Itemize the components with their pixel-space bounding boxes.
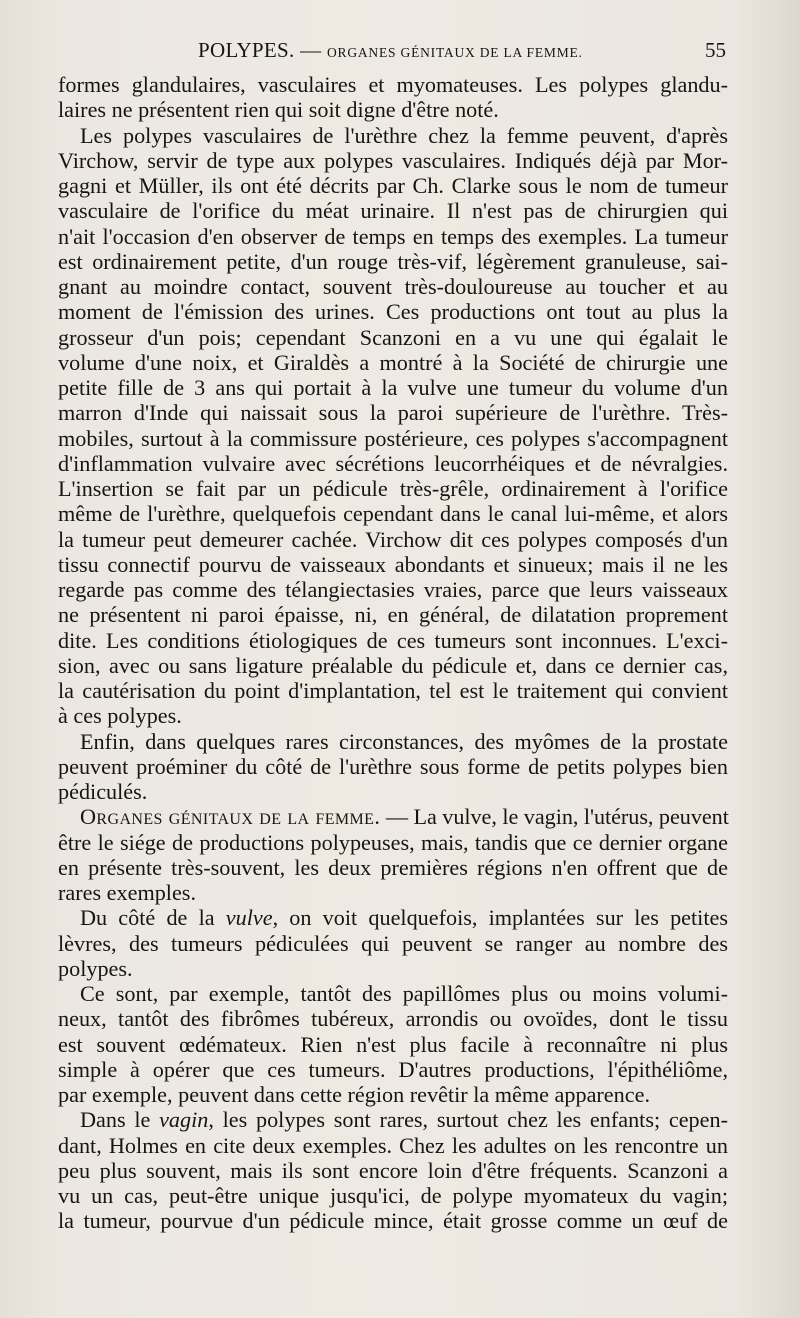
text-line: gagni et Müller, ils ont été décrits par Ch. Clarke sous le nom de tumeur: [58, 173, 728, 198]
text-fragment: — La vulve, le vagin, l'utérus, peuvent: [385, 804, 729, 830]
paragraph: [58, 905, 728, 981]
text-line: grosseur d'un pois; cependant Scanzoni en a vu une qui égalait le: [58, 324, 728, 350]
body-text: [58, 72, 728, 1234]
text-line: vu un cas, peut-être unique jusqu'ici, de polype myomateux du vagin;: [58, 1183, 728, 1208]
text-line: la tumeur peut demeurer cachée. Virchow dit ces polypes composés d'un: [58, 526, 728, 552]
running-header: [58, 36, 726, 66]
emphasis: vagin: [159, 1107, 209, 1133]
text-line: dant, Holmes en cite deux exemples. Chez les adultes on les rencontre un: [58, 1132, 728, 1158]
running-head: [198, 38, 583, 63]
text-line: mobiles, surtout à la commissure postérieure, ces polypes s'accompagnent: [58, 425, 728, 451]
paragraph: [58, 729, 728, 805]
text-line: polypes.: [58, 955, 133, 981]
text-line: tissu connectif pourvu de vaisseaux abondants et sinueux; mais il ne les: [58, 551, 728, 577]
text-line: Enfin, dans quelques rares circonstances, des myômes de la prostate: [80, 728, 728, 754]
paragraph: [58, 981, 728, 1107]
paragraph: [58, 1107, 728, 1233]
text-line: être le siége de productions polypeuses, mais, tandis que ce dernier organe: [58, 829, 728, 855]
text-line: gnant au moindre contact, souvent très-douloureuse au toucher et au: [58, 274, 728, 299]
text-line: Les polypes vasculaires de l'urèthre chez la femme peuvent, d'après: [80, 122, 728, 148]
paragraph: [58, 123, 728, 729]
running-head-small: ORGANES GÉNITAUX DE LA FEMME.: [326, 45, 583, 60]
text-line: laires ne présentent rien qui soit digne d'être noté.: [58, 97, 499, 123]
text-line: petite fille de 3 ans qui portait à la vulve une tumeur du volume d'un: [58, 375, 728, 400]
text-line: Dans le vagin, les polypes sont rares, surtout chez les enfants; cepen-: [80, 1107, 728, 1133]
text-line: regarde pas comme des télangiectasies vraies, parce que leurs vaisseaux: [58, 577, 728, 602]
text-line: marron d'Inde qui naissait sous la paroi supérieure de l'urèthre. Très-: [58, 400, 728, 426]
emphasis: vulve: [225, 905, 273, 931]
text-line: est ordinairement petite, d'un rouge très-vif, légèrement granuleuse, sai-: [58, 248, 728, 274]
text-line: sion, avec ou sans ligature préalable du pédicule et, dans ce dernier cas,: [58, 652, 728, 678]
text-line: Du côté de la vulve, on voit quelquefois, implantées sur les petites: [80, 905, 728, 931]
paragraph: [58, 72, 728, 123]
text-line: pédiculés.: [58, 779, 148, 804]
text-line: simple à opérer que ces tumeurs. D'autres productions, l'épithéliôme,: [58, 1056, 728, 1082]
text-line: rares exemples.: [58, 880, 196, 905]
text-line: formes glandulaires, vasculaires et myomateuses. Les polypes glandu-: [58, 72, 728, 97]
text-line: moment de l'émission des urines. Ces productions ont tout au plus la: [58, 299, 728, 325]
text-line: peu plus souvent, mais ils sont encore loin d'être fréquents. Scanzoni a: [58, 1157, 728, 1183]
text-line: [58, 804, 728, 829]
text-line: est souvent œdémateux. Rien n'est plus facile à reconnaître ni plus: [58, 1031, 728, 1057]
running-head-main: POLYPES. —: [198, 38, 322, 62]
text-line: volume d'une noix, et Giraldès a montré à la Société de chirurgie une: [58, 349, 728, 375]
text-line: L'insertion se fait par un pédicule très-grêle, ordinairement à l'orifice: [58, 476, 728, 501]
paragraph: [58, 804, 728, 905]
text-line: même de l'urèthre, quelquefois cependant dans le canal lui-même, et alors: [58, 501, 728, 527]
text-line: d'inflammation vulvaire avec sécrétions leucorrhéiques et de névralgies.: [58, 450, 728, 476]
text-line: ne présentent ni paroi épaisse, ni, en général, de dilatation proprement: [58, 602, 728, 628]
text-line: à ces polypes.: [58, 703, 182, 729]
text-line: Ce sont, par exemple, tantôt des papillômes plus ou moins volumi-: [80, 981, 728, 1006]
text-line: n'ait l'occasion d'en observer de temps en temps des exemples. La tumeur: [58, 223, 728, 249]
text-line: neux, tantôt des fibrômes tubéreux, arrondis ou ovoïdes, dont le tissu: [58, 1006, 728, 1032]
section-heading: Organes génitaux de la femme.: [80, 804, 381, 830]
text-line: par exemple, peuvent dans cette région revêtir la même apparence.: [58, 1082, 650, 1107]
text-line: en présente très-souvent, les deux premières régions n'en offrent que de: [58, 854, 728, 880]
text-line: dite. Les conditions étiologiques de ces tumeurs sont inconnues. L'exci-: [58, 627, 728, 653]
text-line: vasculaire de l'orifice du méat urinaire. Il n'est pas de chirurgien qui: [58, 198, 728, 224]
page-number: 55: [705, 38, 726, 62]
text-line: peuvent proéminer du côté de l'urèthre sous forme de petits polypes bien: [58, 753, 728, 779]
text-line: lèvres, des tumeurs pédiculées qui peuvent se ranger au nombre des: [58, 930, 728, 956]
text-line: la cautérisation du point d'implantation, tel est le traitement qui convient: [58, 678, 728, 703]
text-line: la tumeur, pourvue d'un pédicule mince, était grosse comme un œuf de: [58, 1208, 728, 1234]
text-line: Virchow, servir de type aux polypes vasculaires. Indiqués déjà par Mor-: [58, 147, 728, 173]
